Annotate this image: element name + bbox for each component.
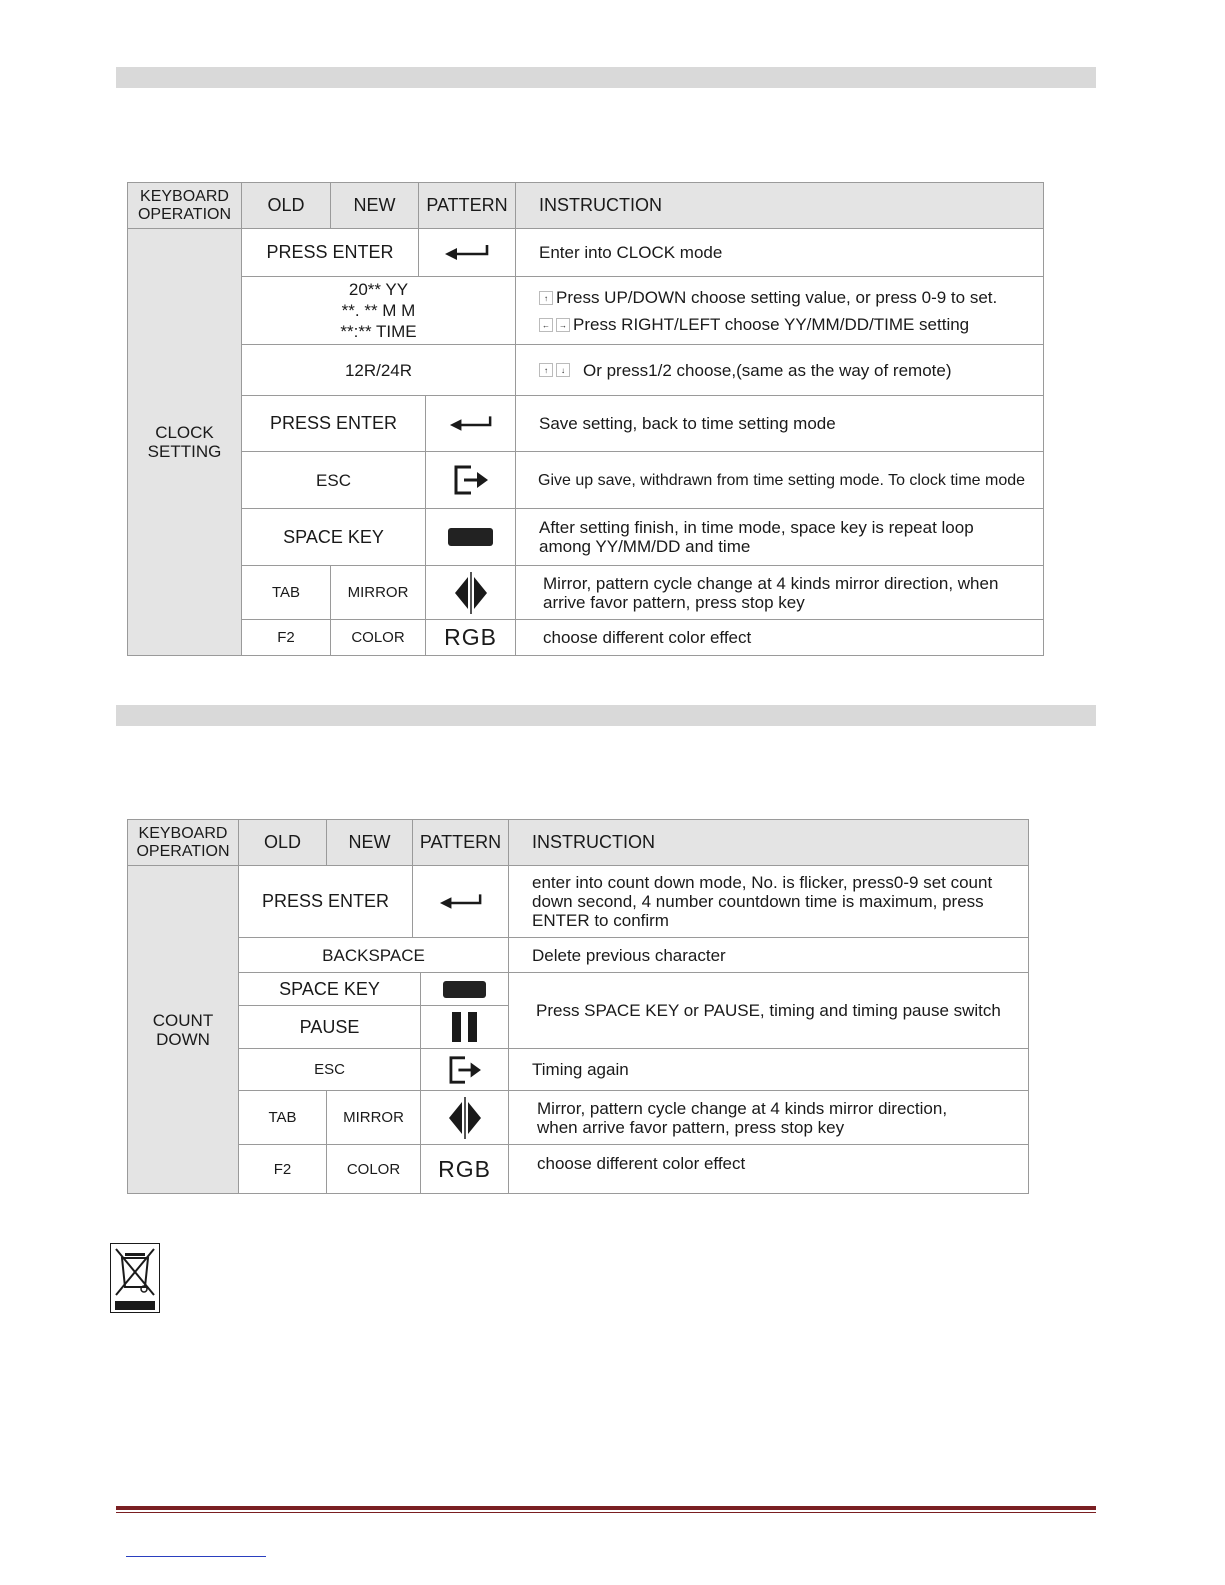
key-tab: TAB [241,565,330,619]
enter-arrow-icon [425,395,515,451]
key-mirror: MIRROR [326,1090,420,1144]
section-header-bar [116,705,1096,726]
instruction-text: Press SPACE KEY or PAUSE, timing and timing pause switch [508,972,1028,1048]
format-line: **:** TIME [340,322,417,341]
clock-setting-table [127,182,1044,656]
rgb-pattern-label: RGB [420,1144,508,1193]
up-arrow-icon: ↑ [539,363,553,377]
instruction-text: choose different color effect [508,1144,1028,1193]
header-new: NEW [326,820,412,865]
key-color: COLOR [326,1144,420,1193]
left-arrow-icon: ← [539,318,553,332]
key-tab: TAB [238,1090,326,1144]
key-press-enter: PRESS ENTER [238,865,412,937]
instruction-line: Or press1/2 choose,(same as the way of remote) [583,360,952,380]
right-arrow-icon: → [556,318,570,332]
space-bar-shape [448,528,493,546]
key-esc: ESC [241,451,425,508]
instruction-text: After setting finish, in time mode, space key is repeat loop among YY/MM/DD and time [515,508,1043,565]
exit-icon [425,451,515,508]
up-arrow-icon: ↑ [539,291,553,305]
instruction-text: Delete previous character [508,937,1028,972]
instruction-text: Timing again [508,1048,1028,1090]
instruction-line: Press RIGHT/LEFT choose YY/MM/DD/TIME setting [573,314,970,334]
instruction-text: Mirror, pattern cycle change at 4 kinds mirror direction, when arrive favor pattern, press stop key [515,565,1043,619]
header-pattern: PATTERN [412,820,508,865]
pause-icon [420,1005,508,1048]
key-mirror: MIRROR [330,565,425,619]
format-line: **. ** M M [341,301,416,320]
header-keyboard-operation: KEYBOARD OPERATION [128,183,241,228]
datetime-format [241,276,515,344]
count-down-table [127,819,1029,1194]
instruction-text: Save setting, back to time setting mode [515,395,1043,451]
key-space: SPACE KEY [238,972,420,1005]
key-press-enter: PRESS ENTER [241,395,425,451]
instruction-text [515,276,1043,344]
instruction-text: choose different color effect [515,619,1043,655]
key-f2: F2 [241,619,330,655]
mirror-icon [420,1090,508,1144]
instruction-text: Mirror, pattern cycle change at 4 kinds mirror direction, when arrive favor pattern, press stop key [508,1090,1028,1144]
key-pause: PAUSE [238,1005,420,1048]
section-label-count-down: COUNT DOWN [128,865,238,1193]
section-label-clock-setting: CLOCK SETTING [128,228,241,655]
instruction-text [515,344,1043,395]
header-old: OLD [238,820,326,865]
rgb-pattern-label: RGB [425,619,515,655]
footer-rule-thin [116,1512,1096,1513]
instruction-text: Give up save, withdrawn from time setting mode. To clock time mode [515,451,1043,508]
key-press-enter: PRESS ENTER [241,228,418,276]
instruction-text: enter into count down mode, No. is flicker, press0-9 set count down second, 4 number countdown time is maximum, press ENTER to confirm [508,865,1028,937]
space-bar-shape [443,981,486,998]
format-line: 20** YY [348,280,409,299]
footer-link-underline[interactable] [126,1556,266,1557]
instruction-text: Enter into CLOCK mode [515,228,1043,276]
header-instruction: INSTRUCTION [508,820,1028,865]
header-old: OLD [241,183,330,228]
enter-arrow-icon [418,228,515,276]
header-pattern: PATTERN [418,183,515,228]
key-space: SPACE KEY [241,508,425,565]
key-esc: ESC [238,1048,420,1090]
header-instruction: INSTRUCTION [515,183,1043,228]
space-bar-icon [425,508,515,565]
footer-rule [116,1506,1096,1510]
key-f2: F2 [238,1144,326,1193]
key-12r-24r: 12R/24R [241,344,515,395]
key-backspace: BACKSPACE [238,937,508,972]
header-new: NEW [330,183,418,228]
key-color: COLOR [330,619,425,655]
down-arrow-icon: ↓ [556,363,570,377]
mirror-icon [425,565,515,619]
instruction-line: Press UP/DOWN choose setting value, or press 0-9 to set. [556,287,998,307]
enter-arrow-icon [412,865,508,937]
exit-icon [420,1048,508,1090]
crossed-out-wheelie-bin-icon [110,1243,160,1313]
section-header-bar [116,67,1096,88]
space-bar-icon [420,972,508,1005]
header-keyboard-operation: KEYBOARD OPERATION [128,820,238,865]
